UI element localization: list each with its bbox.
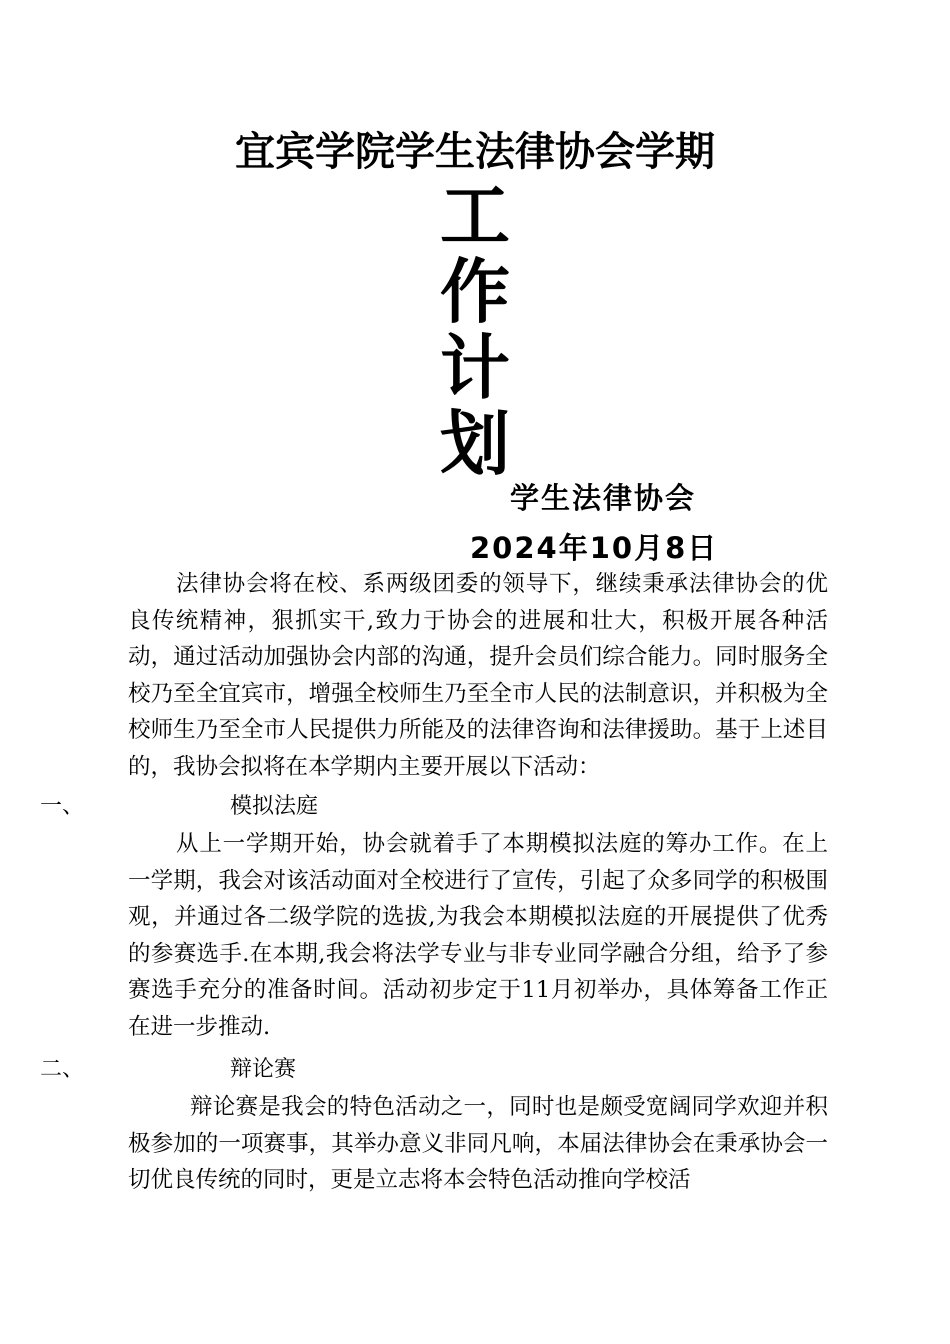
section-paragraph: 辩论赛是我会的特色活动之一，同时也是颇受宽阔同学欢迎并积极参加的一项赛事，其举办意义非同凡响，本届法律协会在秉承协会一切优良传统的同时，更是立志将本会特色活动推向学校活 [128, 1094, 828, 1193]
document-date: 2024年10月8日 [470, 531, 719, 565]
section-title: 辩论赛 [230, 1057, 297, 1082]
intro-paragraph: 法律协会将在校、系两级团委的领导下，继续秉承法律协会的优良传统精神，狠抓实干,致力于协会的进展和壮大，积极开展各种活动，通过活动加强协会内部的沟通，提升会员们综合能力。同时服务全校乃至全宜宾市，增强全校师生乃至全市人民的法制意识，并积极为全校师生乃至全市人民提供力所能及的法律咨询和法律援助。基于上述目的，我协会拟将在本学期内主要开展以下活动： [128, 571, 828, 780]
section-heading [40, 1052, 540, 1088]
section-number: 二、 [40, 1057, 85, 1082]
document-title: 宜宾学院学生法律协会学期 [235, 129, 715, 175]
title-char: 计 [440, 327, 510, 409]
section-title: 模拟法庭 [230, 794, 319, 819]
section-paragraph: 从上一学期开始，协会就着手了本期模拟法庭的筹办工作。在上一学期，我会对该活动面对全校进行了宣传，引起了众多同学的积极围观，并通过各二级学院的选拔,为我会本期模拟法庭的开展提供了优秀的参赛选手.在本期,我会将法学专业与非专业同学融合分组，给予了参赛选手充分的准备时间。活动初步定于11月初举办，具体筹备工作正在进一步推动. [128, 831, 828, 1040]
organization-name: 学生法律协会 [510, 481, 697, 515]
section-heading [40, 789, 540, 825]
document-title-vertical [425, 175, 525, 485]
title-char: 划 [440, 403, 510, 485]
section-number: 一、 [40, 794, 85, 819]
title-char: 作 [440, 251, 510, 333]
title-char: 工 [440, 175, 510, 257]
